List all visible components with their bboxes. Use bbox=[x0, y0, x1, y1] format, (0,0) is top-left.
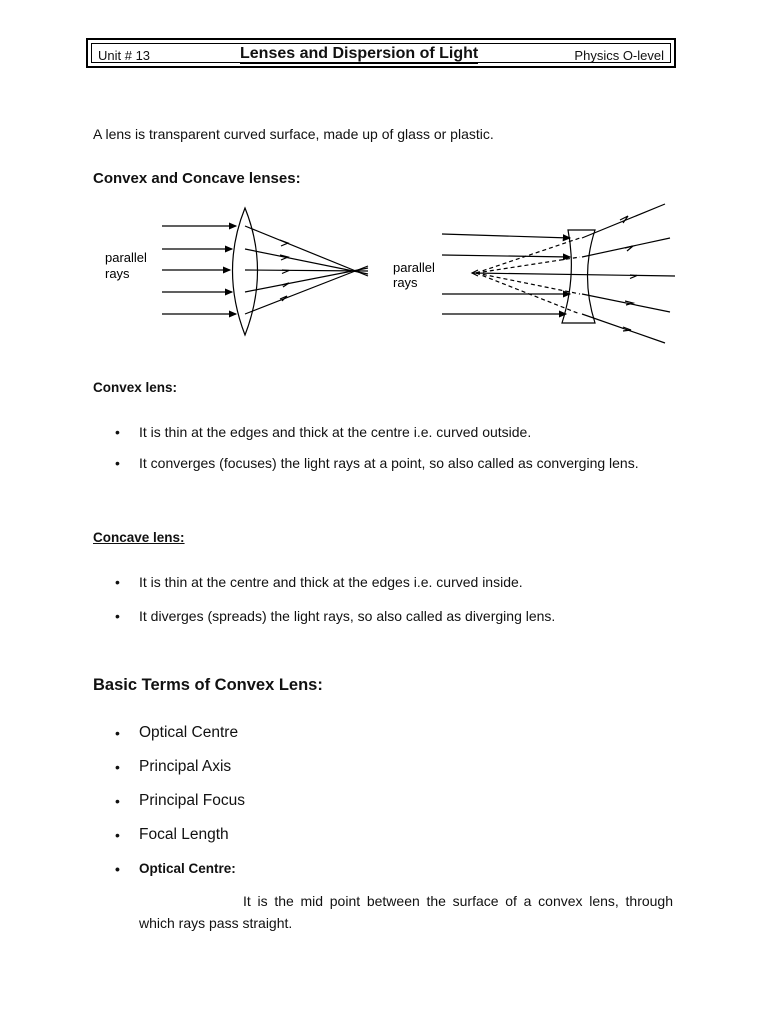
bullet-icon: • bbox=[115, 455, 120, 471]
list-item: • It diverges (spreads) the light rays, so also called as diverging lens. bbox=[93, 599, 675, 633]
list-item: • Principal Focus bbox=[93, 784, 675, 818]
convex-lens-diagram bbox=[162, 208, 368, 335]
intro-text: A lens is transparent curved surface, made up of glass or plastic. bbox=[93, 126, 494, 142]
chapter-title: Lenses and Dispersion of Light bbox=[240, 45, 479, 62]
convex-lens-heading: Convex lens: bbox=[93, 380, 178, 395]
optical-centre-description: It is the mid point between the surface of a convex lens, through which rays pass straight. bbox=[139, 893, 673, 931]
concave-diagram-label-1: parallel bbox=[393, 260, 435, 275]
bullet-icon: • bbox=[115, 827, 120, 843]
convex-diagram-label-2: rays bbox=[105, 266, 130, 281]
convex-lens-shape bbox=[233, 208, 258, 335]
list-item: • It is thin at the centre and thick at the edges i.e. curved inside. bbox=[93, 565, 675, 599]
bullet-icon: • bbox=[115, 424, 120, 440]
list-item: • Optical Centre: bbox=[93, 852, 675, 886]
lens-diagrams bbox=[0, 195, 768, 355]
unit-number: Unit # 13 bbox=[98, 48, 151, 63]
bullet-icon: • bbox=[115, 608, 120, 624]
terms-list bbox=[93, 716, 675, 886]
concave-diagram-label-2: rays bbox=[393, 275, 418, 290]
list-item: • It converges (focuses) the light rays at a point, so also called as converging lens. bbox=[93, 448, 675, 479]
bullet-icon: • bbox=[115, 793, 120, 809]
list-item: • It is thin at the edges and thick at the centre i.e. curved outside. bbox=[93, 417, 675, 448]
basic-terms-heading: Basic Terms of Convex Lens: bbox=[93, 676, 323, 694]
convex-diagram-label-1: parallel bbox=[105, 250, 147, 265]
list-item: • Focal Length bbox=[93, 818, 675, 852]
concave-lens-shape bbox=[562, 230, 595, 323]
bullet-icon: • bbox=[115, 574, 120, 590]
page-header bbox=[86, 38, 676, 68]
header-inner-border bbox=[91, 43, 671, 63]
bullet-icon: • bbox=[115, 861, 120, 877]
list-item: • Principal Axis bbox=[93, 750, 675, 784]
bullet-icon: • bbox=[115, 759, 120, 775]
subject-label: Physics O-level bbox=[574, 48, 664, 63]
concave-bullet-list bbox=[93, 565, 675, 633]
section-lenses-heading: Convex and Concave lenses: bbox=[93, 170, 301, 187]
bullet-icon: • bbox=[115, 725, 120, 741]
concave-lens-diagram bbox=[442, 204, 675, 343]
list-item: • Optical Centre bbox=[93, 716, 675, 750]
concave-lens-heading: Concave lens: bbox=[93, 530, 185, 545]
convex-bullet-list bbox=[93, 417, 675, 479]
